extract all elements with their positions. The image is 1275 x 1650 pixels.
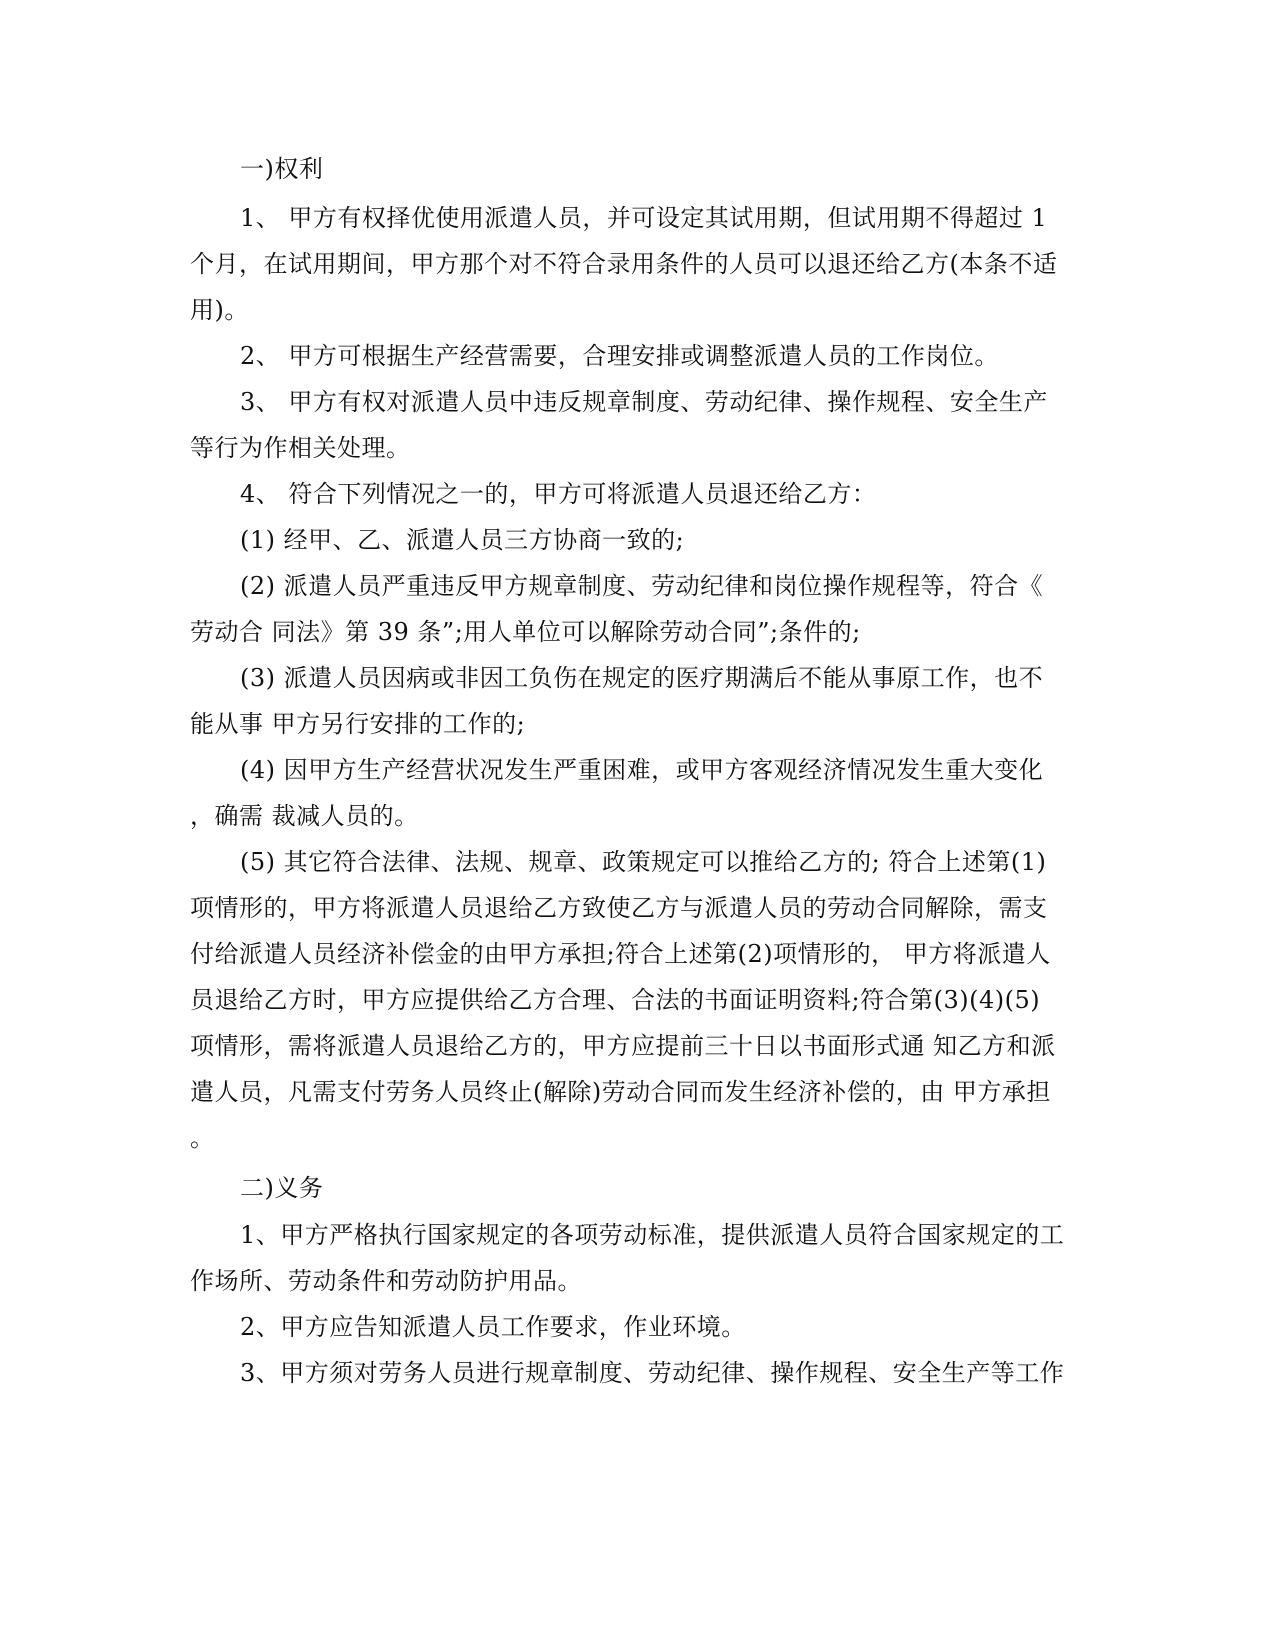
text-line: 3、 甲方有权对派遣人员中违反规章制度、劳动纪律、操作规程、安全生产: [240, 388, 1048, 416]
text-line: (5) 其它符合法律、法规、规章、政策规定可以推给乙方的; 符合上述第(1): [240, 848, 1047, 876]
section-heading-obligations: 二)义务: [240, 1174, 324, 1202]
text-line: 等行为作相关处理。: [190, 434, 411, 462]
text-line: 4、 符合下列情况之一的，甲方可将派遣人员退还给乙方：: [240, 480, 877, 508]
text-line: 员退给乙方时，甲方应提供给乙方合理、合法的书面证明资料;符合第(3)(4)(5): [190, 986, 1041, 1014]
text-line: 能从事 甲方另行安排的工作的;: [190, 710, 526, 738]
text-line: 劳动合 同法》第 39 条”;用人单位可以解除劳动合同”;条件的;: [190, 618, 861, 646]
text-line: 遣人员，凡需支付劳务人员终止(解除)劳动合同而发生经济补偿的，由 甲方承担: [190, 1078, 1051, 1106]
text-line: 。: [190, 1124, 215, 1152]
text-line: (1) 经甲、乙、派遣人员三方协商一致的;: [240, 526, 685, 554]
text-line: (3) 派遣人员因病或非因工负伤在规定的医疗期满后不能从事原工作，也不: [240, 664, 1044, 692]
text-line: 个月，在试用期间，甲方那个对不符合录用条件的人员可以退还给乙方(本条不适: [190, 250, 1058, 278]
text-line: (2) 派遣人员严重违反甲方规章制度、劳动纪律和岗位操作规程等，符合《: [240, 572, 1044, 600]
text-line: 1、甲方严格执行国家规定的各项劳动标准，提供派遣人员符合国家规定的工: [240, 1221, 1065, 1249]
section-heading-rights: 一)权利: [240, 155, 324, 183]
text-line: 项情形，需将派遣人员退给乙方的，甲方应提前三十日以书面形式通 知乙方和派: [190, 1032, 1056, 1060]
text-line: 2、 甲方可根据生产经营需要，合理安排或调整派遣人员的工作岗位。: [240, 342, 999, 370]
text-line: (4) 因甲方生产经营状况发生严重困难，或甲方客观经济情况发生重大变化: [240, 756, 1044, 784]
text-line: 1、 甲方有权择优使用派遣人员，并可设定其试用期，但试用期不得超过 1: [240, 204, 1048, 232]
text-line: 用)。: [190, 296, 249, 324]
text-line: 2、甲方应告知派遣人员工作要求，作业环境。: [240, 1313, 746, 1341]
text-line: ，确需 裁减人员的。: [190, 802, 419, 830]
text-line: 3、甲方须对劳务人员进行规章制度、劳动纪律、操作规程、安全生产等工作: [240, 1359, 1065, 1387]
text-line: 作场所、劳动条件和劳动防护用品。: [190, 1267, 582, 1295]
text-line: 项情形的，甲方将派遣人员退给乙方致使乙方与派遣人员的劳动合同解除，需支: [190, 894, 1048, 922]
text-line: 付给派遣人员经济补偿金的由甲方承担;符合上述第(2)项情形的， 甲方将派遣人: [190, 940, 1051, 968]
